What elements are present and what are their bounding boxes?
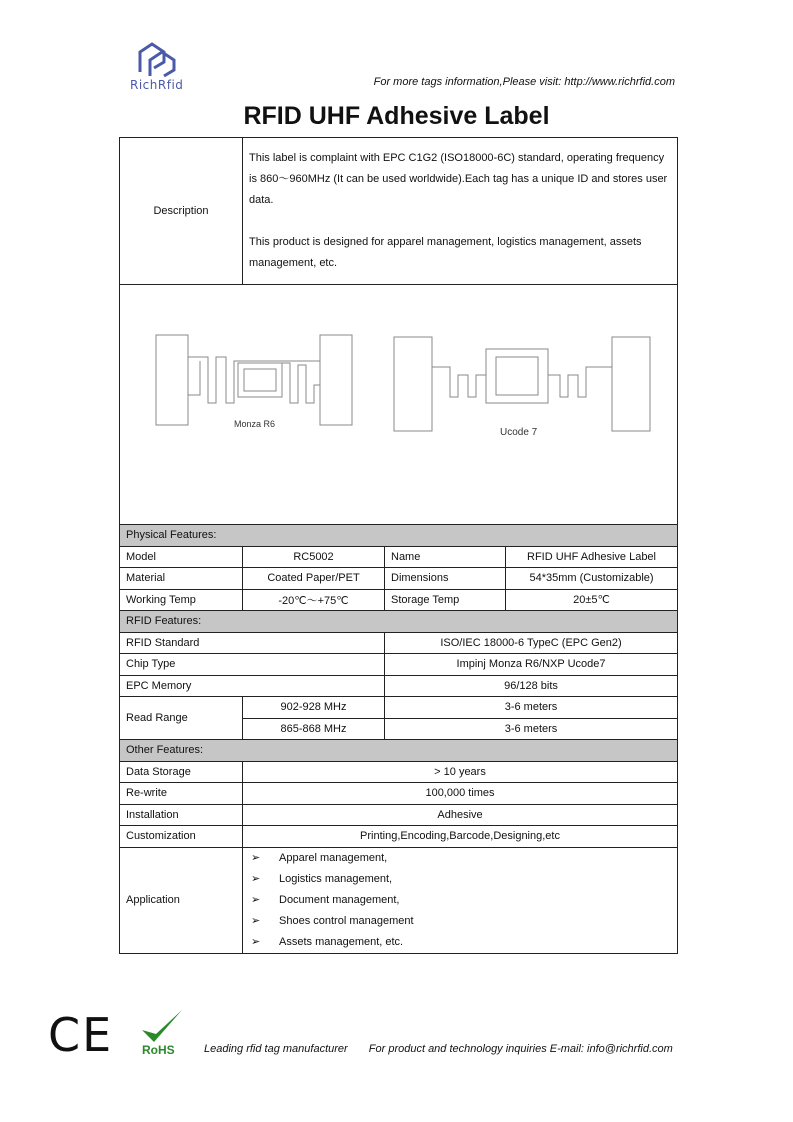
description-paragraph-1: This label is complaint with EPC C1G2 (ISO18000-6C) standard, operating frequency is 860～960MHz (It can be used worldwide).Each tag has a unique ID and stores user data. [249, 152, 668, 206]
list-item: ➢ Assets management, etc. [247, 932, 673, 953]
table-row [120, 546, 678, 568]
page-title: RFID UHF Adhesive Label [243, 102, 550, 130]
cell-value: RC5002 [243, 546, 385, 568]
cell-label: Re-write [120, 783, 243, 805]
cell-label: Working Temp [120, 589, 243, 611]
footer-text [204, 1043, 673, 1055]
description-text [243, 138, 678, 285]
application-label: Application [120, 847, 243, 953]
description-label: Description [120, 138, 243, 285]
cell-value: Coated Paper/PET [243, 568, 385, 590]
cell-value: 3-6 meters [385, 697, 678, 719]
table-row [120, 804, 678, 826]
monza-r6-inlay [156, 335, 352, 425]
cell-label: Installation [120, 804, 243, 826]
cell-value: Impinj Monza R6/NXP Ucode7 [385, 654, 678, 676]
footer-tagline: Leading rfid tag manufacturer [204, 1043, 348, 1055]
logo-text: RichRfid [130, 78, 184, 92]
cell-value: 54*35mm (Customizable) [506, 568, 678, 590]
arrow-bullet-icon: ➢ [251, 893, 261, 906]
inlay-drawings [120, 285, 676, 521]
website-link[interactable]: For more tags information,Please visit: http://www.richrfid.com [373, 76, 675, 88]
table-row [120, 654, 678, 676]
image-row [120, 285, 678, 525]
cell-label: Dimensions [385, 568, 506, 590]
cell-label: Chip Type [120, 654, 385, 676]
table-row [120, 826, 678, 848]
cell-label: Data Storage [120, 761, 243, 783]
arrow-bullet-icon: ➢ [251, 851, 261, 864]
other-features-header [120, 740, 678, 762]
table-row [120, 675, 678, 697]
read-range-label: Read Range [120, 697, 243, 740]
cell-label: Storage Temp [385, 589, 506, 611]
cell-value: RFID UHF Adhesive Label [506, 546, 678, 568]
arrow-bullet-icon: ➢ [251, 935, 261, 948]
other-features-heading: Other Features: [120, 740, 678, 762]
application-cell [243, 847, 678, 953]
table-row [120, 761, 678, 783]
table-row [120, 697, 678, 719]
cell-label: EPC Memory [120, 675, 385, 697]
cell-value: 96/128 bits [385, 675, 678, 697]
cell-value: 865-868 MHz [243, 718, 385, 740]
cell-value: 100,000 times [243, 783, 678, 805]
cell-value: Printing,Encoding,Barcode,Designing,etc [243, 826, 678, 848]
table-row [120, 632, 678, 654]
physical-features-header [120, 525, 678, 547]
cell-value: -20℃～+75℃ [243, 589, 385, 611]
rfid-features-heading: RFID Features: [120, 611, 678, 633]
inlay-images [120, 285, 678, 525]
table-row [120, 589, 678, 611]
cell-label: Customization [120, 826, 243, 848]
cell-value: Adhesive [243, 804, 678, 826]
application-list [247, 848, 673, 953]
arrow-bullet-icon: ➢ [251, 914, 261, 927]
table-row [120, 783, 678, 805]
ucode7-inlay [394, 337, 650, 431]
cell-label: Model [120, 546, 243, 568]
rfid-features-header [120, 611, 678, 633]
description-row [120, 138, 678, 285]
table-row [120, 568, 678, 590]
spec-table [119, 137, 678, 954]
ucode7-caption: Ucode 7 [500, 427, 538, 438]
description-paragraph-2: This product is designed for apparel management, logistics management, assets management, etc. [249, 236, 642, 269]
application-row [120, 847, 678, 953]
ce-mark-icon: CE [48, 1008, 114, 1062]
cell-value: 902-928 MHz [243, 697, 385, 719]
cell-label: Name [385, 546, 506, 568]
arrow-bullet-icon: ➢ [251, 872, 261, 885]
list-item: ➢ Shoes control management [247, 911, 673, 932]
cell-value: 3-6 meters [385, 718, 678, 740]
list-item: ➢ Document management, [247, 890, 673, 911]
list-item: ➢ Apparel management, [247, 848, 673, 869]
cell-label: Material [120, 568, 243, 590]
physical-features-heading: Physical Features: [120, 525, 678, 547]
monza-r6-caption: Monza R6 [234, 419, 276, 429]
cell-label: RFID Standard [120, 632, 385, 654]
cell-value: 20±5℃ [506, 589, 678, 611]
rohs-label: RoHS [142, 1043, 175, 1057]
footer-contact: For product and technology inquiries E-mail: info@richrfid.com [368, 1043, 673, 1055]
cell-value: > 10 years [243, 761, 678, 783]
list-item: ➢ Logistics management, [247, 869, 673, 890]
cell-value: ISO/IEC 18000-6 TypeC (EPC Gen2) [385, 632, 678, 654]
